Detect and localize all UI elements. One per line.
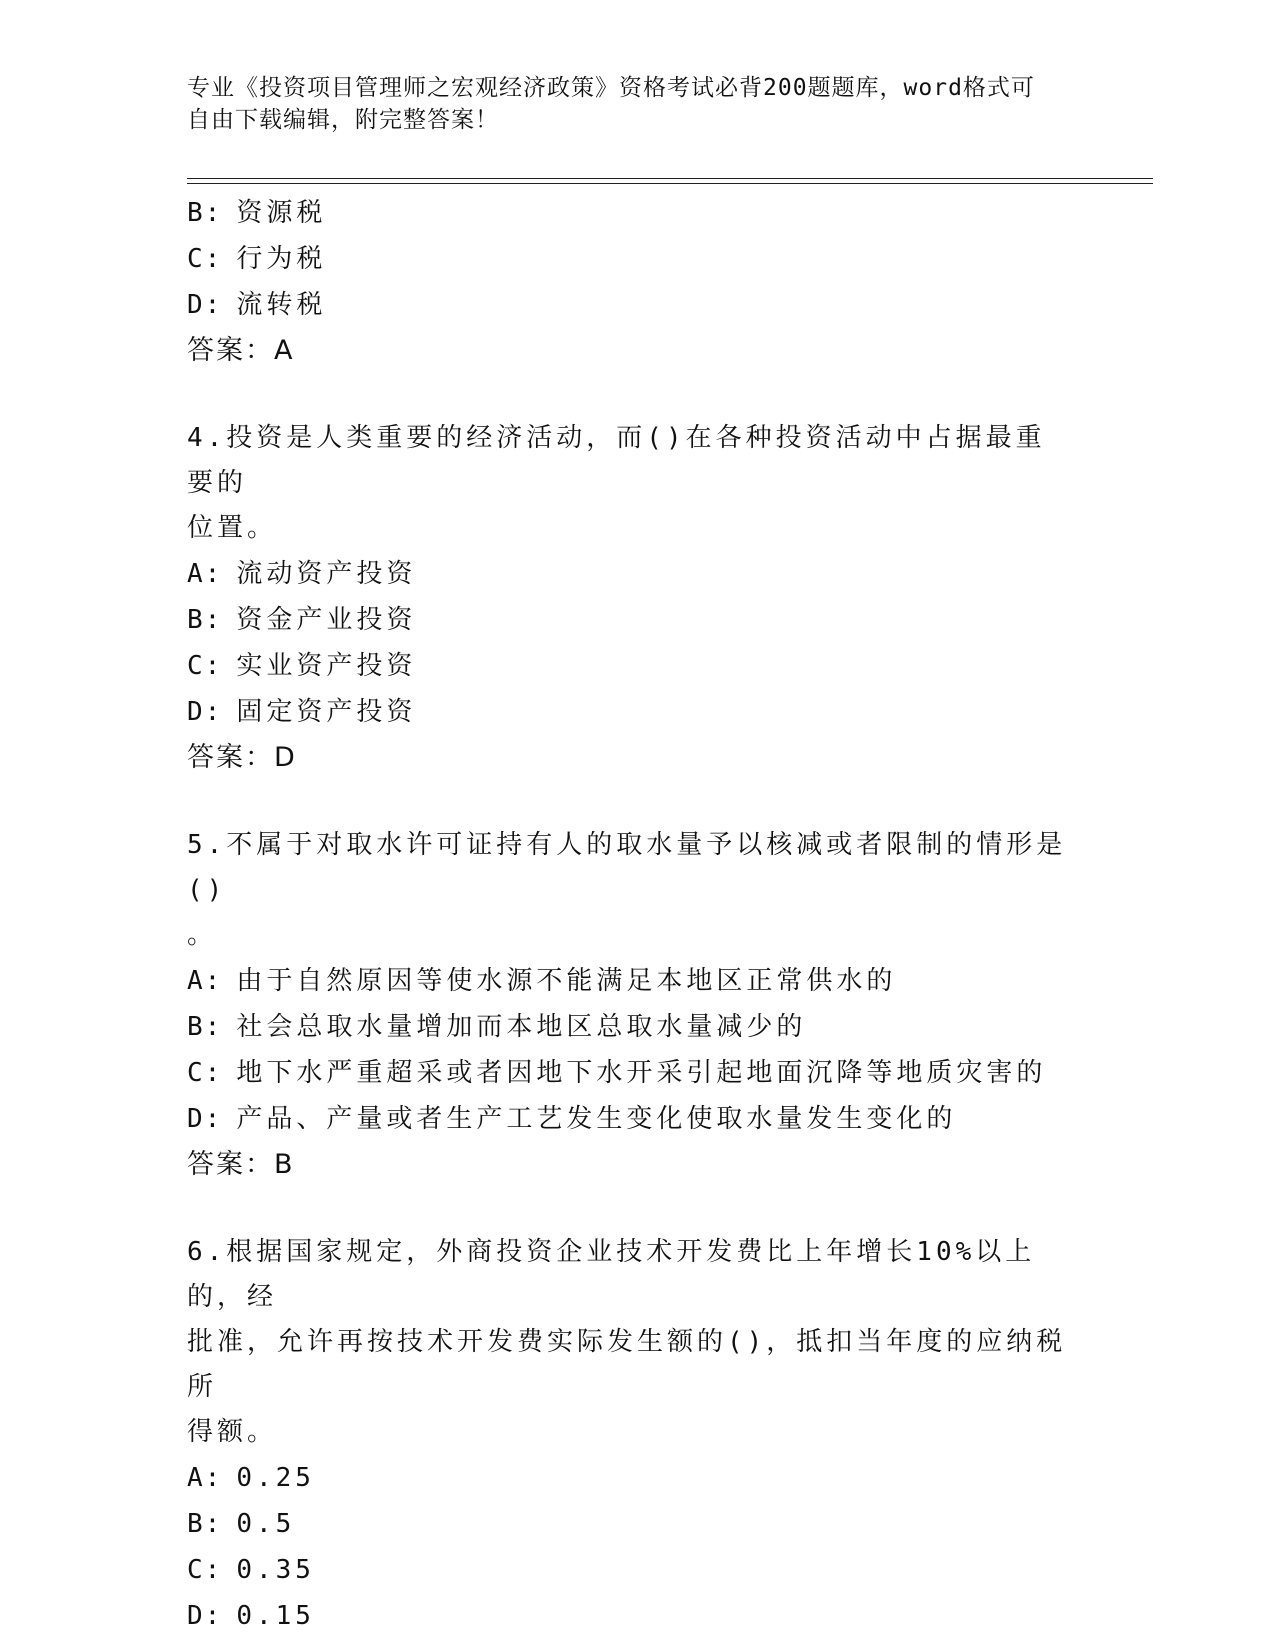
option-a: A: 0.25 xyxy=(187,1463,315,1493)
answer-value: A xyxy=(274,335,295,366)
answer-value: D xyxy=(274,742,297,773)
option-b: B: 社会总取水量增加而本地区总取水量减少的 xyxy=(187,1012,807,1042)
option-c: C: 地下水严重超采或者因地下水开采引起地面沉降等地质灾害的 xyxy=(187,1058,1047,1088)
header-divider-bottom xyxy=(187,183,1153,184)
document-header xyxy=(187,72,1067,136)
option-d: D: 流转税 xyxy=(187,290,327,320)
answer-value: B xyxy=(274,1149,295,1180)
option-b: B: 0.5 xyxy=(187,1509,296,1539)
answer-line xyxy=(187,735,1087,781)
option-a: A: 由于自然原因等使水源不能满足本地区正常供水的 xyxy=(187,966,897,996)
question-6 xyxy=(187,1230,1087,1639)
option-d: D: 0.15 xyxy=(187,1601,315,1631)
option-d: D: 产品、产量或者生产工艺发生变化使取水量发生变化的 xyxy=(187,1104,957,1134)
option-c: C: 行为税 xyxy=(187,244,327,274)
answer-label: 答案： xyxy=(187,742,274,773)
answer-label: 答案： xyxy=(187,1149,274,1180)
question-4 xyxy=(187,416,1087,781)
answer-line xyxy=(187,1142,1087,1188)
answer-line xyxy=(187,328,1087,374)
question-3-partial xyxy=(187,190,1087,374)
option-d: D: 固定资产投资 xyxy=(187,697,417,727)
header-title-line-1: 专业《投资项目管理师之宏观经济政策》资格考试必背200题题库，word格式可 xyxy=(187,75,1035,101)
option-a: A: 流动资产投资 xyxy=(187,559,417,589)
option-b: B: 资源税 xyxy=(187,198,327,228)
question-text: 6.根据国家规定，外商投资企业技术开发费比上年增长10%以上的，经 批准，允许再按技术开发费实际发生额的()，抵扣当年度的应纳税所 得额。 xyxy=(187,1237,1067,1447)
question-list xyxy=(187,190,1087,1639)
option-c: C: 实业资产投资 xyxy=(187,651,417,681)
question-text: 5.不属于对取水许可证持有人的取水量予以核减或者限制的情形是() 。 xyxy=(187,830,1067,950)
question-text: 4.投资是人类重要的经济活动，而()在各种投资活动中占据最重要的 位置。 xyxy=(187,423,1046,543)
option-b: B: 资金产业投资 xyxy=(187,605,417,635)
option-c: C: 0.35 xyxy=(187,1555,315,1585)
question-5 xyxy=(187,823,1087,1188)
header-title-line-2: 自由下载编辑，附完整答案！ xyxy=(187,107,499,133)
header-divider-top xyxy=(187,178,1153,179)
answer-label: 答案： xyxy=(187,335,274,366)
